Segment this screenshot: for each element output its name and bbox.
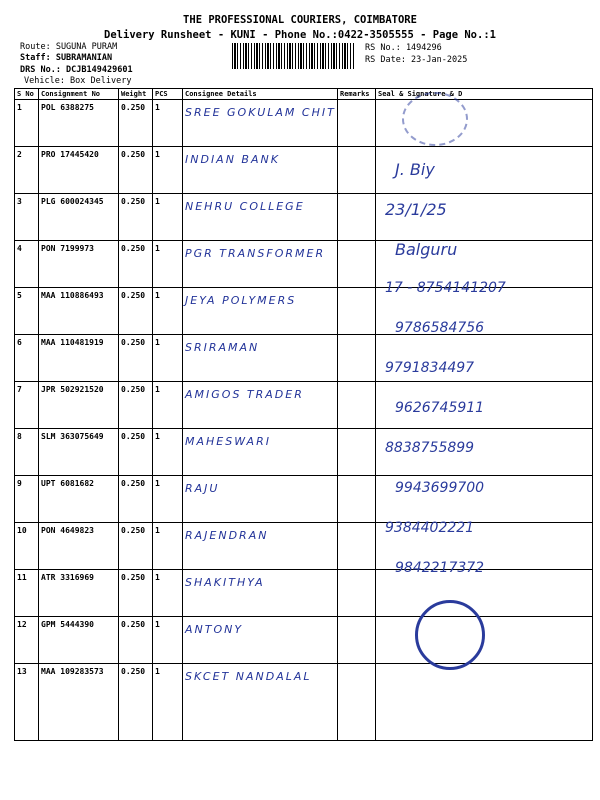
cell-weight: 0.250 xyxy=(119,476,153,523)
cell-consignment: GPM 5444390 xyxy=(39,617,119,664)
cell-weight: 0.250 xyxy=(119,570,153,617)
cell-remarks xyxy=(338,664,376,741)
col-pcs: PCS xyxy=(153,89,183,100)
rs-no-label: RS No.: 1494296 xyxy=(365,43,442,53)
cell-sno: 6 xyxy=(15,335,39,382)
table-row xyxy=(15,476,593,523)
col-weight: Weight xyxy=(119,89,153,100)
seal-stamp-top xyxy=(402,92,468,146)
signature-entry: 9384402221 xyxy=(385,520,475,536)
cell-remarks xyxy=(338,476,376,523)
cell-remarks xyxy=(338,288,376,335)
cell-consignee: SREE GOKULAM CHIT xyxy=(183,100,338,147)
table-row xyxy=(15,664,593,741)
signature-entry: 17 - 8754141207 xyxy=(385,280,506,296)
cell-remarks xyxy=(338,100,376,147)
cell-weight: 0.250 xyxy=(119,664,153,741)
cell-weight: 0.250 xyxy=(119,288,153,335)
signature-entry: J. Biy xyxy=(395,160,435,179)
rs-date-label: RS Date: 23-Jan-2025 xyxy=(365,55,468,65)
barcode-icon xyxy=(232,43,354,69)
cell-weight: 0.250 xyxy=(119,194,153,241)
cell-signature xyxy=(376,570,593,617)
cell-consignment: MAA 110481919 xyxy=(39,335,119,382)
cell-pcs: 1 xyxy=(153,288,183,335)
table-row xyxy=(15,617,593,664)
cell-pcs: 1 xyxy=(153,617,183,664)
cell-consignee: SRIRAMAN xyxy=(183,335,338,382)
staff-label: Staff: SUBRAMANIAN xyxy=(20,53,113,63)
signature-entry: 23/1/25 xyxy=(385,200,447,219)
cell-sno: 13 xyxy=(15,664,39,741)
cell-pcs: 1 xyxy=(153,147,183,194)
vehicle-label: Vehicle: Box Delivery xyxy=(24,76,132,86)
cell-consignment: UPT 6081682 xyxy=(39,476,119,523)
cell-weight: 0.250 xyxy=(119,429,153,476)
cell-consignee: NEHRU COLLEGE xyxy=(183,194,338,241)
cell-consignment: PON 4649823 xyxy=(39,523,119,570)
cell-consignment: MAA 109283573 xyxy=(39,664,119,741)
col-signature: Seal & Signature & D xyxy=(376,89,593,100)
cell-pcs: 1 xyxy=(153,335,183,382)
cell-remarks xyxy=(338,570,376,617)
cell-sno: 5 xyxy=(15,288,39,335)
cell-pcs: 1 xyxy=(153,570,183,617)
cell-weight: 0.250 xyxy=(119,147,153,194)
cell-consignee: SHAKITHYA xyxy=(183,570,338,617)
cell-pcs: 1 xyxy=(153,100,183,147)
table-header-row xyxy=(15,89,593,100)
table-row xyxy=(15,523,593,570)
cell-remarks xyxy=(338,523,376,570)
drs-label: DRS No.: DCJB149429601 xyxy=(20,65,133,75)
cell-sno: 7 xyxy=(15,382,39,429)
signature-entry: 9842217372 xyxy=(395,560,485,576)
cell-remarks xyxy=(338,194,376,241)
cell-pcs: 1 xyxy=(153,523,183,570)
cell-pcs: 1 xyxy=(153,476,183,523)
table-row xyxy=(15,570,593,617)
cell-consignee: JEYA POLYMERS xyxy=(183,288,338,335)
signature-entry: 9786584756 xyxy=(395,320,485,336)
cell-pcs: 1 xyxy=(153,194,183,241)
col-consignment: Consignment No xyxy=(39,89,119,100)
cell-weight: 0.250 xyxy=(119,335,153,382)
company-title: THE PROFESSIONAL COURIERS, COIMBATORE xyxy=(183,14,417,26)
signature-entry: 8838755899 xyxy=(385,440,475,456)
cell-consignee: AMIGOS TRADER xyxy=(183,382,338,429)
cell-sno: 12 xyxy=(15,617,39,664)
table-row xyxy=(15,100,593,147)
table-row xyxy=(15,194,593,241)
cell-consignee: RAJENDRAN xyxy=(183,523,338,570)
signature-entry: Balguru xyxy=(395,240,458,259)
cell-consignee: SKCET NANDALAL xyxy=(183,664,338,741)
cell-sno: 9 xyxy=(15,476,39,523)
route-label: Route: SUGUNA PURAM xyxy=(20,42,118,52)
runsheet-subtitle: Delivery Runsheet - KUNI - Phone No.:0422-3505555 - Page No.:1 xyxy=(104,29,496,41)
cell-sno: 8 xyxy=(15,429,39,476)
cell-sno: 10 xyxy=(15,523,39,570)
cell-sno: 1 xyxy=(15,100,39,147)
cell-consignee: PGR TRANSFORMER xyxy=(183,241,338,288)
table-row xyxy=(15,147,593,194)
cell-consignee: MAHESWARI xyxy=(183,429,338,476)
cell-consignment: MAA 110886493 xyxy=(39,288,119,335)
cell-pcs: 1 xyxy=(153,241,183,288)
college-seal-stamp xyxy=(415,600,485,670)
cell-consignment: PLG 600024345 xyxy=(39,194,119,241)
signature-entry: 9626745911 xyxy=(395,400,485,416)
cell-sno: 4 xyxy=(15,241,39,288)
cell-remarks xyxy=(338,335,376,382)
cell-consignee: RAJU xyxy=(183,476,338,523)
cell-pcs: 1 xyxy=(153,429,183,476)
cell-weight: 0.250 xyxy=(119,617,153,664)
cell-remarks xyxy=(338,617,376,664)
cell-weight: 0.250 xyxy=(119,100,153,147)
cell-remarks xyxy=(338,241,376,288)
signature-entry: 9943699700 xyxy=(395,480,485,496)
cell-signature xyxy=(376,664,593,741)
signature-entry: 9791834497 xyxy=(385,360,475,376)
cell-consignment: POL 6388275 xyxy=(39,100,119,147)
cell-consignee: INDIAN BANK xyxy=(183,147,338,194)
cell-sno: 11 xyxy=(15,570,39,617)
col-consignee: Consignee Details xyxy=(183,89,338,100)
cell-consignment: JPR 502921520 xyxy=(39,382,119,429)
cell-sno: 3 xyxy=(15,194,39,241)
runsheet-table xyxy=(14,88,593,741)
cell-remarks xyxy=(338,429,376,476)
table-row xyxy=(15,335,593,382)
col-remarks: Remarks xyxy=(338,89,376,100)
cell-sno: 2 xyxy=(15,147,39,194)
cell-remarks xyxy=(338,147,376,194)
cell-pcs: 1 xyxy=(153,664,183,741)
cell-weight: 0.250 xyxy=(119,241,153,288)
cell-remarks xyxy=(338,382,376,429)
cell-consignment: PON 7199973 xyxy=(39,241,119,288)
cell-consignment: PRO 17445420 xyxy=(39,147,119,194)
col-sno: S No xyxy=(15,89,39,100)
cell-consignment: ATR 3316969 xyxy=(39,570,119,617)
cell-consignee: ANTONY xyxy=(183,617,338,664)
cell-weight: 0.250 xyxy=(119,382,153,429)
cell-consignment: SLM 363075649 xyxy=(39,429,119,476)
cell-weight: 0.250 xyxy=(119,523,153,570)
table-row xyxy=(15,382,593,429)
cell-pcs: 1 xyxy=(153,382,183,429)
table-row xyxy=(15,429,593,476)
